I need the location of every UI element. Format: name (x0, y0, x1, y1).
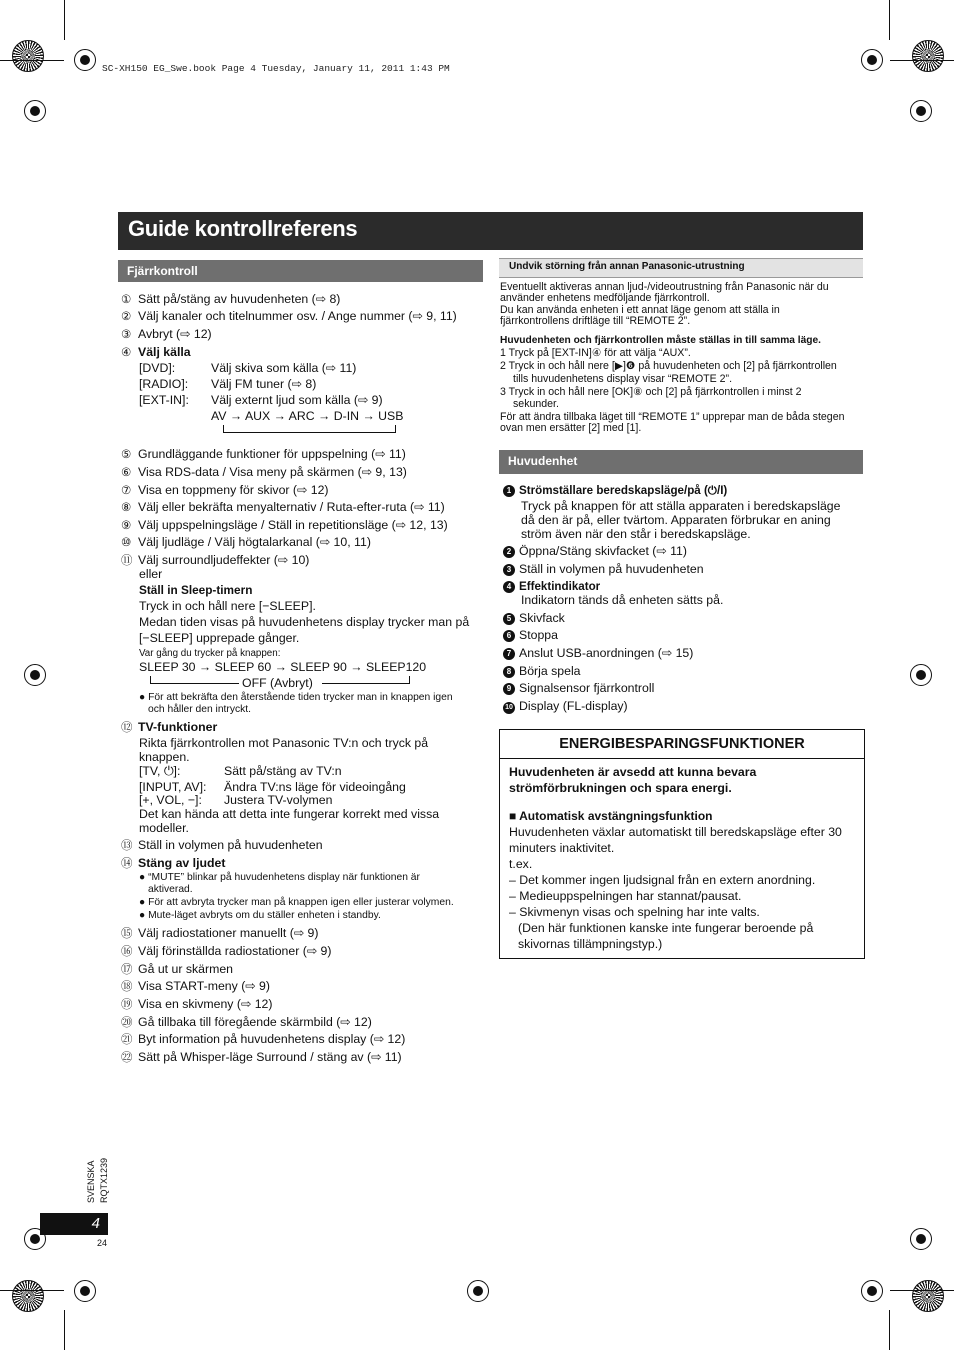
list-item: ⑲ Visa en skivmeny (⇨ 12) (121, 997, 273, 1011)
list-detail: [TV, ⏻]: Sätt på/stäng av TV:n (139, 764, 342, 778)
list-item: 6 Stoppa (503, 628, 558, 643)
subheading: ■ Automatisk avstängningsfunktion (509, 809, 713, 823)
registration-circle-icon (912, 40, 944, 72)
step: sekunder. (513, 398, 559, 410)
paragraph: fjärrkontrollens driftläge till “REMOTE 2”. (500, 315, 691, 327)
list-item: ⑱ Visa START-meny (⇨ 9) (121, 979, 270, 993)
list-item: 2 Öppna/Stäng skivfacket (⇨ 11) (503, 544, 687, 559)
registration-circle-icon (912, 1280, 944, 1312)
crosshair-icon (24, 664, 46, 686)
energy-saving-box (499, 729, 865, 959)
list-item: 4 Effektindikator (503, 579, 600, 594)
list-detail: [+, VOL, −]: Justera TV-volymen (139, 793, 333, 807)
list-item: ⑰ Gå ut ur skärmen (121, 962, 233, 976)
list-item: 9 Signalsensor fjärrkontroll (503, 681, 654, 696)
sleep-off: OFF (Avbryt) (242, 676, 313, 690)
paragraph: ovan men ersätter [2] med [1]. (500, 422, 642, 434)
step: 3 Tryck in och håll nere [OK]⑧ och [2] på fjärrkontrollen i minst 2 (500, 386, 802, 398)
list-item: ⑧ Välj eller bekräfta menyalternativ / Ruta-efter-ruta (⇨ 11) (121, 500, 445, 514)
paragraph: minuters inaktivitet. (509, 841, 615, 855)
crosshair-icon (910, 664, 932, 686)
paragraph: (Den här funktionen kanske inte fungerar beroende på (518, 921, 814, 935)
crosshair-icon (910, 1228, 932, 1250)
crosshair-icon (861, 49, 883, 71)
list-item: ⑭ Stäng av ljudet (121, 856, 226, 870)
list-item: ⑬ Ställ in volymen på huvudenheten (121, 838, 323, 852)
page-title-banner (118, 212, 863, 250)
list-detail: Var gång du trycker på knappen: (139, 648, 281, 659)
paragraph: strömförbrukningen och spara energi. (509, 781, 732, 795)
list-item: ⑫ TV-funktioner (121, 720, 218, 734)
list-item: 5 Skivfack (503, 611, 565, 626)
note: aktiverad. (148, 884, 193, 895)
section-header-main-unit (499, 450, 863, 474)
list-item: ① Sätt på/stäng av huvudenheten (⇨ 8) (121, 292, 341, 306)
list-item: ⑦ Visa en toppmeny för skivor (⇨ 12) (121, 483, 329, 497)
list-item: ③ Avbryt (⇨ 12) (121, 327, 212, 341)
paragraph: För att ändra tillbaka läget till “REMOTE 1” upprepar man de båda stegen (500, 411, 845, 423)
note: ● För att bekräfta den återstående tiden trycker man in knappen igen (139, 692, 453, 703)
crosshair-icon (74, 1280, 96, 1302)
list-item: ⑳ Gå tillbaka till föregående skärmbild (⇨ 12) (121, 1015, 372, 1029)
interference-header (499, 258, 863, 278)
note: ● Mute-läget avbryts om du ställer enheten i standby. (139, 910, 381, 921)
step: tills huvudenhetens display visar “REMOTE 2”. (513, 373, 733, 385)
note: ● För att avbryta trycker man på knappen igen eller justerar volymen. (139, 897, 454, 908)
page-number-tab (40, 1213, 108, 1235)
note: och håller den intryckt. (148, 704, 252, 715)
list-item: ⑩ Välj ljudläge / Välj högtalarkanal (⇨ 10, 11) (121, 535, 371, 549)
document-code: RQTX1239 (99, 1157, 109, 1203)
list-detail: Indikatorn tänds då enheten sätts på. (521, 593, 724, 607)
page-number: 4 (91, 1215, 100, 1232)
list-item: – Medieuppspelningen har stannat/pausat. (509, 889, 742, 903)
section-title: Undvik störning från annan Panasonic-utrustning (509, 261, 745, 272)
page-title: Guide kontrollreferens (128, 216, 358, 241)
list-detail: [−SLEEP] upprepade gånger. (139, 631, 300, 645)
list-detail: [DVD]: Välj skiva som källa (⇨ 11) (139, 361, 357, 375)
list-detail: Medan tiden visas på huvudenhetens display trycker man på (139, 615, 470, 629)
section-title: Huvudenhet (508, 454, 578, 468)
list-detail: Det kan hända att detta inte fungerar korrekt med vissa (139, 807, 440, 821)
paragraph: Huvudenheten växlar automatiskt till beredskapsläge efter 30 (509, 825, 842, 839)
cycle-arrow-line (223, 425, 396, 433)
list-detail: då den är på, eller tvärtom. Apparaten förbrukar en aning (521, 513, 831, 527)
page-number-small: 24 (97, 1238, 108, 1248)
list-item: 10 Display (FL-display) (503, 699, 628, 714)
list-item: 8 Börja spela (503, 664, 581, 679)
list-item: ④ Välj källa (121, 345, 191, 359)
crosshair-icon (24, 100, 46, 122)
crosshair-icon (861, 1280, 883, 1302)
language-label: SVENSKA (86, 1160, 96, 1203)
crosshair-icon (467, 1280, 489, 1302)
section-title: Fjärrkontroll (127, 264, 198, 278)
energy-title: ENERGIBESPARINGSFUNKTIONER (500, 730, 864, 759)
list-detail: ström även när den står i beredskapsläge. (521, 527, 751, 541)
list-item: ㉑ Byt information på huvudenhetens display (⇨ 12) (121, 1032, 406, 1046)
list-item: ⑨ Välj uppspelningsläge / Ställ in repetitionsläge (⇨ 12, 13) (121, 518, 448, 532)
paragraph: t.ex. (509, 857, 533, 871)
list-detail: Tryck på knappen för att ställa apparaten i beredskapsläge (521, 499, 841, 513)
list-detail: [EXT-IN]: Välj externt ljud som källa (⇨ 9) (139, 393, 383, 407)
source-cycle: AV → AUX → ARC → D-IN → USB (211, 409, 404, 423)
list-detail: knappen. (139, 750, 190, 764)
paragraph: Eventuellt aktiveras annan ljud-/videoutrustning från Panasonic när du (500, 281, 829, 293)
list-detail: modeller. (139, 821, 189, 835)
list-item: ㉒ Sätt på Whisper-läge Surround / stäng av (⇨ 11) (121, 1050, 402, 1064)
paragraph: skivornas tillämpningstyp.) (518, 937, 663, 951)
list-detail: [RADIO]: Välj FM tuner (⇨ 8) (139, 377, 317, 391)
cycle-arrow-line (322, 676, 410, 684)
list-detail: Rikta fjärrkontrollen mot Panasonic TV:n och tryck på (139, 736, 429, 750)
list-item: ⑤ Grundläggande funktioner för uppspelning (⇨ 11) (121, 447, 406, 461)
list-detail: Tryck in och håll nere [−SLEEP]. (139, 599, 316, 613)
step: 2 Tryck in och håll nere [▶]❻ på huvudenheten och [2] på fjärrkontrollen (500, 360, 837, 372)
list-item: – Skivmenyn visas och spelning har inte valts. (509, 905, 760, 919)
paragraph: Huvudenheten är avsedd att kunna bevara (509, 765, 757, 779)
list-detail: [INPUT, AV]: Ändra TV:ns läge för videoingång (139, 780, 406, 794)
list-item: ⑥ Visa RDS-data / Visa meny på skärmen (⇨ 9, 13) (121, 465, 407, 479)
note: ● “MUTE” blinkar på huvudenhetens display när funktionen är (139, 872, 420, 883)
list-item: ⑯ Välj förinställda radiostationer (⇨ 9) (121, 944, 332, 958)
crosshair-icon (910, 100, 932, 122)
step: 1 Tryck på [EXT-IN]④ för att välja “AUX”. (500, 347, 691, 359)
crosshair-icon (74, 49, 96, 71)
section-header-remote (118, 260, 483, 282)
list-item: ⑪ Välj surroundljudeffekter (⇨ 10) (121, 553, 310, 567)
list-item: 3 Ställ in volymen på huvudenheten (503, 562, 704, 577)
list-detail: Ställ in Sleep-timern (139, 583, 253, 597)
print-header: SC-XH150 EG_Swe.book Page 4 Tuesday, January 11, 2011 1:43 PM (102, 63, 450, 74)
list-item: ② Välj kanaler och titelnummer osv. / Ange nummer (⇨ 9, 11) (121, 309, 457, 323)
registration-circle-icon (12, 40, 44, 72)
registration-circle-icon (12, 1280, 44, 1312)
paragraph: använder enhetens medföljande fjärrkontroll. (500, 292, 710, 304)
list-item: 7 Anslut USB-anordningen (⇨ 15) (503, 646, 693, 661)
list-item: – Det kommer ingen ljudsignal från en extern anordning. (509, 873, 816, 887)
paragraph: Huvudenheten och fjärrkontrollen måste ställas in till samma läge. (500, 335, 821, 346)
sleep-cycle: SLEEP 30 → SLEEP 60 → SLEEP 90 → SLEEP120 (139, 660, 427, 674)
list-item: ⑮ Välj radiostationer manuellt (⇨ 9) (121, 926, 319, 940)
cycle-arrow-line (150, 676, 239, 684)
list-item: 1 Strömställare beredskapsläge/på (⏻/I) (503, 483, 727, 498)
paragraph: Du kan använda enheten i ett annat läge genom att ställa in (500, 304, 780, 316)
list-detail: eller (139, 567, 163, 581)
